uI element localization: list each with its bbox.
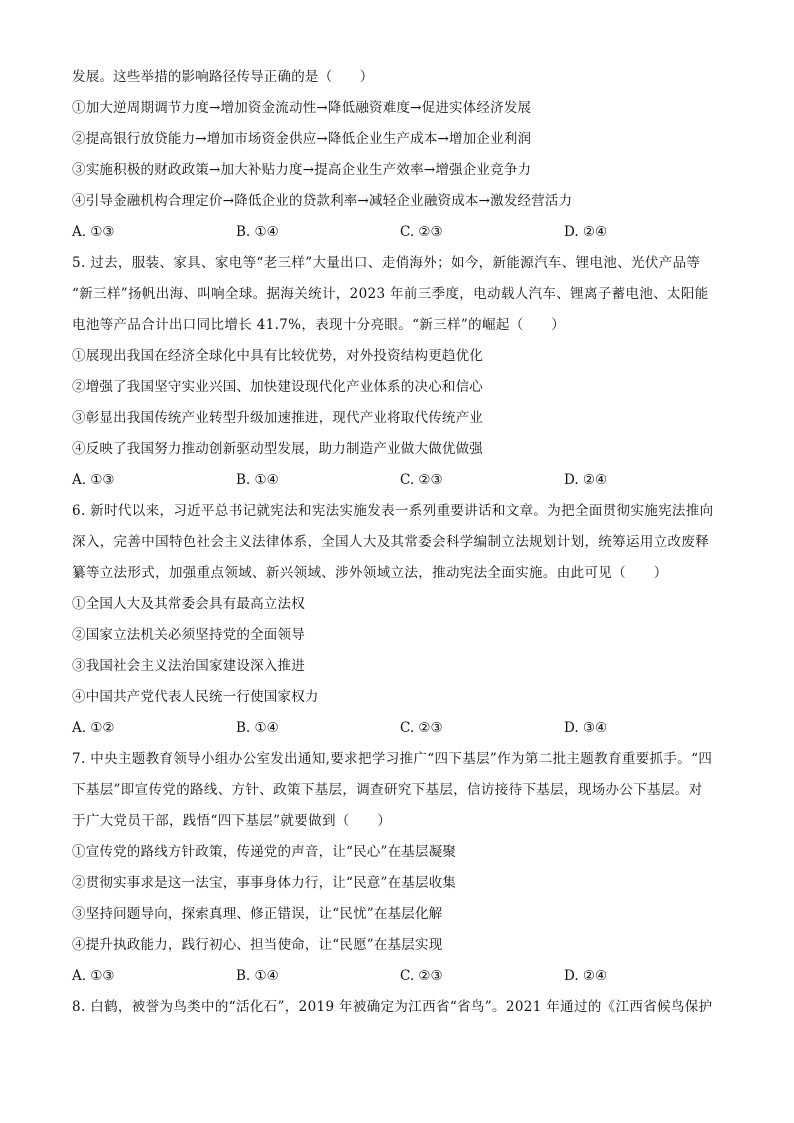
option-a: A. ①③ [72,472,115,488]
statement-3: ③彰显出我国传统产业转型升级加速推进，现代产业将取代传统产业 [72,410,483,426]
question-7-stem-line: 7. 中央主题教育领导小组办公室发出通知,要求把学习推广“四下基层”作为第二批主题教育重要抓手。“四 [72,751,713,767]
statement-4: ④提升执政能力，践行初心、担当使命，让“民愿”在基层实现 [72,937,443,953]
option-c: C. ②③ [400,968,443,984]
option-b: B. ①④ [236,472,279,488]
question-4 [72,62,732,248]
option-d: D. ②④ [564,472,608,488]
question-4-stem: 发展。这些举措的影响路径传导正确的是（ ） [72,69,374,85]
answer-options [72,217,732,248]
answer-options [72,713,732,744]
option-d: D. ②④ [564,968,608,984]
option-d: D. ③④ [564,720,608,736]
statement-1: ①全国人大及其常委会具有最高立法权 [72,596,305,612]
question-7-stem-line: 下基层”即宣传党的路线、方针、政策下基层，调查研究下基层，信访接待下基层，现场办公下基层。对 [72,782,703,798]
option-d: D. ②④ [564,224,608,240]
exam-page [72,62,732,1023]
option-a: A. ①③ [72,968,115,984]
question-6-stem-line: 6. 新时代以来，习近平总书记就宪法和宪法实施发表一系列重要讲话和文章。为把全面贯彻实施宪法推向 [72,503,714,519]
option-a: A. ①③ [72,224,115,240]
answer-options [72,465,732,496]
option-c: C. ②③ [400,472,443,488]
question-8 [72,992,732,1023]
statement-1: ①加大逆周期调节力度→增加资金流动性→降低融资难度→促进实体经济发展 [72,100,532,116]
question-6 [72,496,732,744]
statement-4: ④反映了我国努力推动创新驱动型发展，助力制造产业做大做优做强 [72,441,483,457]
statement-1: ①宣传党的路线方针政策，传递党的声音，让“民心”在基层凝聚 [72,844,457,860]
option-c: C. ②③ [400,224,443,240]
statement-3: ③我国社会主义法治国家建设深入推进 [72,658,305,674]
question-7-stem-line: 于广大党员干部，践悟“四下基层”就要做到（ ） [72,813,392,829]
question-7 [72,744,732,992]
question-8-stem-line: 8. 白鹤，被誉为鸟类中的“活化石”，2019 年被确定为江西省“省鸟”。2021 年通过的《江西省候鸟保护 [72,999,713,1015]
statement-4: ④引导金融机构合理定价→降低企业的贷款利率→减轻企业融资成本→激发经营活力 [72,193,573,209]
statement-2: ②国家立法机关必须坚持党的全面领导 [72,627,305,643]
option-b: B. ①④ [236,224,279,240]
question-5-stem-line: 电池等产品合计出口同比增长 41.7%，表现十分亮眼。“新三样”的崛起（ ） [72,317,566,333]
statement-2: ②贯彻实事求是这一法宝，事事身体力行，让“民意”在基层收集 [72,875,457,891]
option-b: B. ①④ [236,968,279,984]
statement-1: ①展现出我国在经济全球化中具有比较优势，对外投资结构更趋优化 [72,348,483,364]
question-5-stem-line: “新三样”扬帆出海、叫响全球。据海关统计，2023 年前三季度，电动载人汽车、锂离子蓄电池、太阳能 [72,286,709,302]
option-a: A. ①② [72,720,115,736]
question-5 [72,248,732,496]
statement-3: ③实施积极的财政政策→加大补贴力度→提高企业生产效率→增强企业竞争力 [72,162,532,178]
statement-3: ③坚持问题导向，探索真理、修正错误，让“民忧”在基层化解 [72,906,443,922]
question-6-stem-line: 纂等立法形式，加强重点领域、新兴领域、涉外领域立法，推动宪法全面实施。由此可见（ ） [72,565,668,581]
question-6-stem-line: 深入，完善中国特色社会主义法律体系，全国人大及其常委会科学编制立法规划计划，统筹运用立改废释 [72,534,710,550]
answer-options [72,961,732,992]
statement-2: ②增强了我国坚守实业兴国、加快建设现代化产业体系的决心和信心 [72,379,483,395]
option-b: B. ①④ [236,720,279,736]
statement-2: ②提高银行放贷能力→增加市场资金供应→降低企业生产成本→增加企业利润 [72,131,532,147]
option-c: C. ②③ [400,720,443,736]
question-5-stem-line: 5. 过去，服装、家具、家电等“老三样”大量出口、走俏海外；如今，新能源汽车、锂电池、光伏产品等 [72,255,701,271]
statement-4: ④中国共产党代表人民统一行使国家权力 [72,689,319,705]
